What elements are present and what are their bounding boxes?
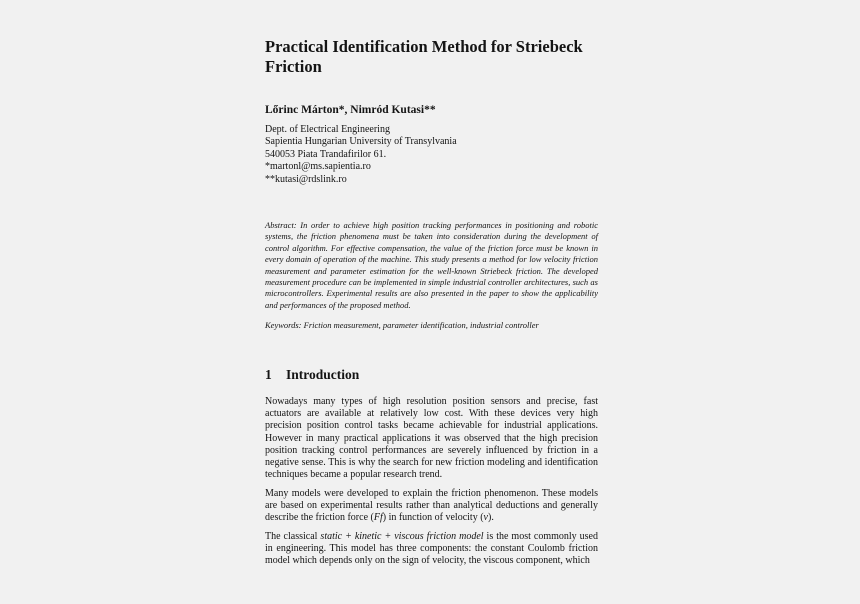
paragraph-2 [265,488,598,525]
variable-friction-force: Ff [373,512,383,524]
author-email-2: **kutasi@rdslink.ro [265,173,347,185]
paragraph-2-text-c: ). [488,512,494,524]
section-heading-introduction [265,367,598,383]
affiliation-block [265,124,598,186]
section-title: Introduction [286,367,360,382]
paragraph-3-text-b: is the most commonly used in engineering. This model has three components: the constant Coulomb friction model which depends only on the sign of velocity, the viscous component, which [265,531,598,567]
affiliation-dept: Dept. of Electrical Engineering [265,124,390,135]
affiliation-university: Sapientia Hungarian University of Transylvania [265,136,457,148]
paragraph-2-text-a: Many models were developed to explain the friction phenomenon. These models are based on experimental results rather than analytical deductions and generally describe the friction force ( [265,487,598,524]
author-list: Lőrinc Márton*, Nimród Kutasi** [265,104,436,116]
body-text [265,396,598,574]
variable-velocity: v [483,512,488,524]
friction-model-name: static + kinetic + viscous friction model [320,531,484,543]
paper-title: Practical Identification Method for Striebeck Friction [265,37,583,76]
paragraph-3-text-a: The classical [265,531,321,543]
section-number: 1 [265,367,272,382]
paragraph-2-text-b: ) in function of velocity ( [382,512,484,524]
paragraph-1: Nowadays many types of high resolution position sensors and precise, fast actuators are available at relatively low cost. With these devices very high precision position control tasks became achievable for industrial applications. However in many practical applications it was observed that the high precision position tracking control performances are severely influenced by friction in a negative sense. This is why the search for new friction modeling and identification techniques became a popular research trend. [265,396,598,481]
author-email-1: *martonl@ms.sapientia.ro [265,161,371,173]
affiliation-address: 540053 Piata Trandafirilor 61. [265,148,387,160]
paragraph-3 [265,531,598,568]
keywords: Keywords: Friction measurement, parameter identification, industrial controller [265,320,539,330]
abstract: Abstract: In order to achieve high position tracking performances in positioning and robotic systems, the friction phenomena must be taken into consideration during the development of control algorithm. For effective compensation, the value of the friction force must be known in every domain of operation of the machine. This study presents a method for low velocity friction measurement and parameter estimation for the well-known Striebeck friction. The developed measurement procedure can be implemented in simple industrial controller architectures, such as microcontrollers. Experimental results are also presented in the paper to show the applicability and performances of the proposed method. [265,220,598,310]
